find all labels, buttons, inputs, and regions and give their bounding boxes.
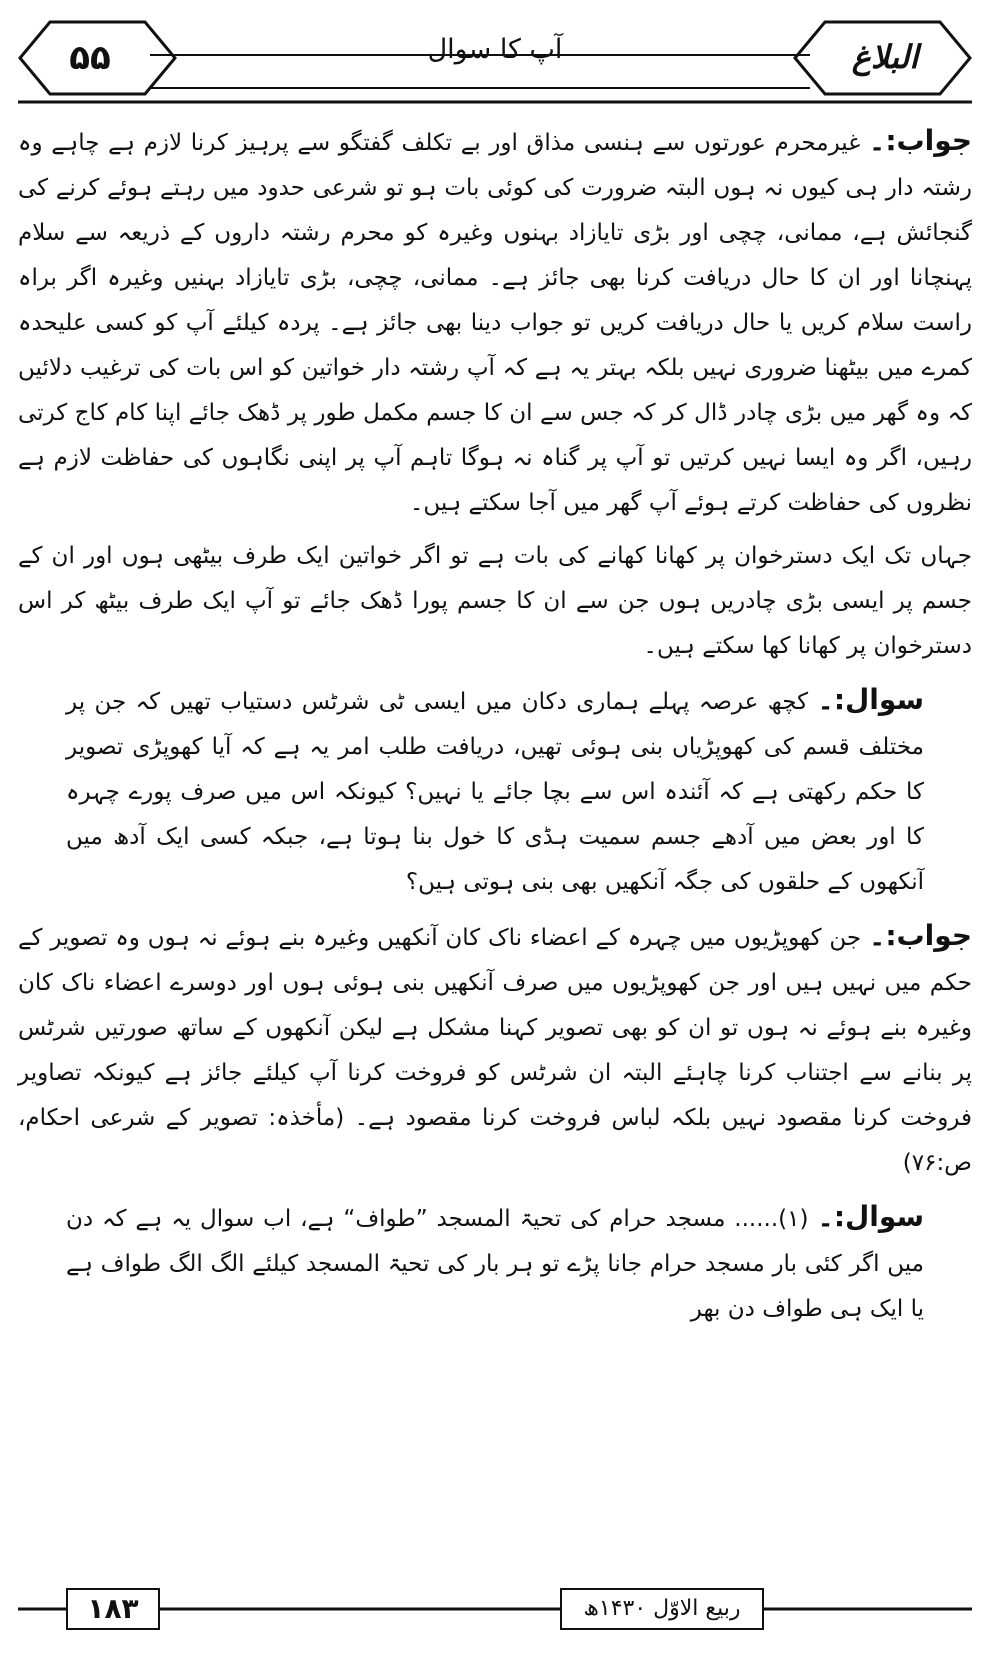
question-label: سوال:۔: [817, 1200, 924, 1233]
answer-paragraph: [18, 118, 972, 526]
page-footer: [0, 1580, 990, 1640]
column-title: آپ کا سوال: [427, 34, 563, 65]
question-paragraph: [18, 677, 972, 905]
answer-text: غیرمحرم عورتوں سے ہنسی مذاق اور بے تکلف گفتگو سے پرہیز کرنا لازم ہے چاہے وہ رشتہ دار ہی کیوں نہ ہوں البتہ ضرورت کی کوئی بات ہو تو شرعی حدود میں رہتے ہوئے کرنے کی گنجائش ہے، ممانی، چچی اور بڑی تایازاد بہنوں وغیرہ کو محرم رشتہ داروں کے ذریعہ سے سلام پہنچانا اور ان کا حال دریافت کرنا بھی جائز ہے۔ ممانی، چچی، بڑی تایازاد بہنیں وغیرہ اگر براہ راست سلام کریں یا حال دریافت کریں تو جواب دینا بھی جائز ہے۔ پردہ کیلئے آپ کو کسی علیحدہ کمرے میں بیٹھنا ضروری نہیں بلکہ بہتر یہ ہے کہ آپ رشتہ دار خواتین کو اس بات کی ترغیب دلائیں کہ وہ گھر میں بڑی چادر ڈال کر کہ جس سے ان کا جسم مکمل طور پر ڈھک جائے اپنا کام کاج کرتی رہیں، اگر وہ ایسا نہیں کرتیں تو آپ پر گناہ نہ ہوگا تاہم آپ پر اپنی نگاہوں کی حفاظت لازم ہے نظروں کی حفاظت کرتے ہوئے آپ گھر میں آجا سکتے ہیں۔: [18, 130, 972, 516]
magazine-logo: البلاغ: [851, 38, 919, 76]
answer-label: جواب:۔: [868, 919, 973, 952]
answer-paragraph: [18, 534, 972, 669]
question-paragraph: [18, 1194, 972, 1332]
answer-paragraph: [18, 913, 972, 1186]
question-label: سوال:۔: [817, 683, 924, 716]
footer-page-number: ۱۸۳: [66, 1588, 160, 1630]
answer-text: جہاں تک ایک دسترخوان پر کھانا کھانے کی بات ہے تو اگر خواتین ایک طرف بیٹھی ہوں اور ان کے جسم پر ایسی بڑی چادریں ہوں جن سے ان کا جسم پورا ڈھک جائے تو آپ ایک طرف بیٹھ کر اس دسترخوان پر کھانا کھا سکتے ہیں۔: [18, 543, 972, 659]
question-text: کچھ عرصہ پہلے ہماری دکان میں ایسی ٹی شرٹس دستیاب تھیں کہ جن پر مختلف قسم کی کھوپڑیاں بنی ہوئی تھیں، دریافت طلب امر یہ ہے کہ آیا کھوپڑی تصویر کا حکم رکھتی ہے کہ آئندہ اس سے بچا جائے یا نہیں؟ کیونکہ اس میں صرف پورے چہرہ کا اور بعض میں آدھے جسم سمیت ہڈی کا خول بنا ہوتا ہے، جبکہ کسی ایک آدھ میں آنکھوں کے حلقوں کی جگہ آنکھیں بھی بنی ہوتی ہیں؟: [66, 689, 924, 895]
answer-label: جواب:۔: [868, 124, 972, 157]
issue-date: ربیع الاوّل ۱۴۳۰ھ: [560, 1588, 764, 1630]
article-body: [18, 118, 972, 1340]
page-header: [0, 0, 990, 110]
question-text: (۱)...... مسجد حرام کی تحیۃ المسجد ”طواف“ ہے، اب سوال یہ ہے کہ دن میں اگر کئی بار مسجد حرام جانا پڑے تو ہر بار کی تحیۃ المسجد کیلئے الگ الگ طواف ہے یا ایک ہی طواف دن بھر: [66, 1206, 924, 1322]
answer-text: جن کھوپڑیوں میں چہرہ کے اعضاء ناک کان آنکھیں وغیرہ بنے ہوئے نہ ہوں وہ تصویر کے حکم میں نہیں ہیں اور جن کھوپڑیوں میں صرف آنکھیں بنی ہوئی ہوں اور دوسرے اعضاء ناک کان وغیرہ بنے ہوئے نہ ہوں تو ان کو بھی تصویر کہنا مشکل ہے لیکن آنکھوں کے ساتھ صورتیں شرٹس پر بنانے سے اجتناب کرنا چاہئے البتہ ان شرٹس کو فروخت کرنا آپ کیلئے جائز ہے کیونکہ تصاویر فروخت کرنا مقصود نہیں بلکہ لباس فروخت کرنا مقصود ہے۔ (مأخذہ: تصویر کے شرعی احکام، ص:۷۶): [18, 925, 972, 1176]
page-number: ۵۵: [69, 38, 111, 78]
